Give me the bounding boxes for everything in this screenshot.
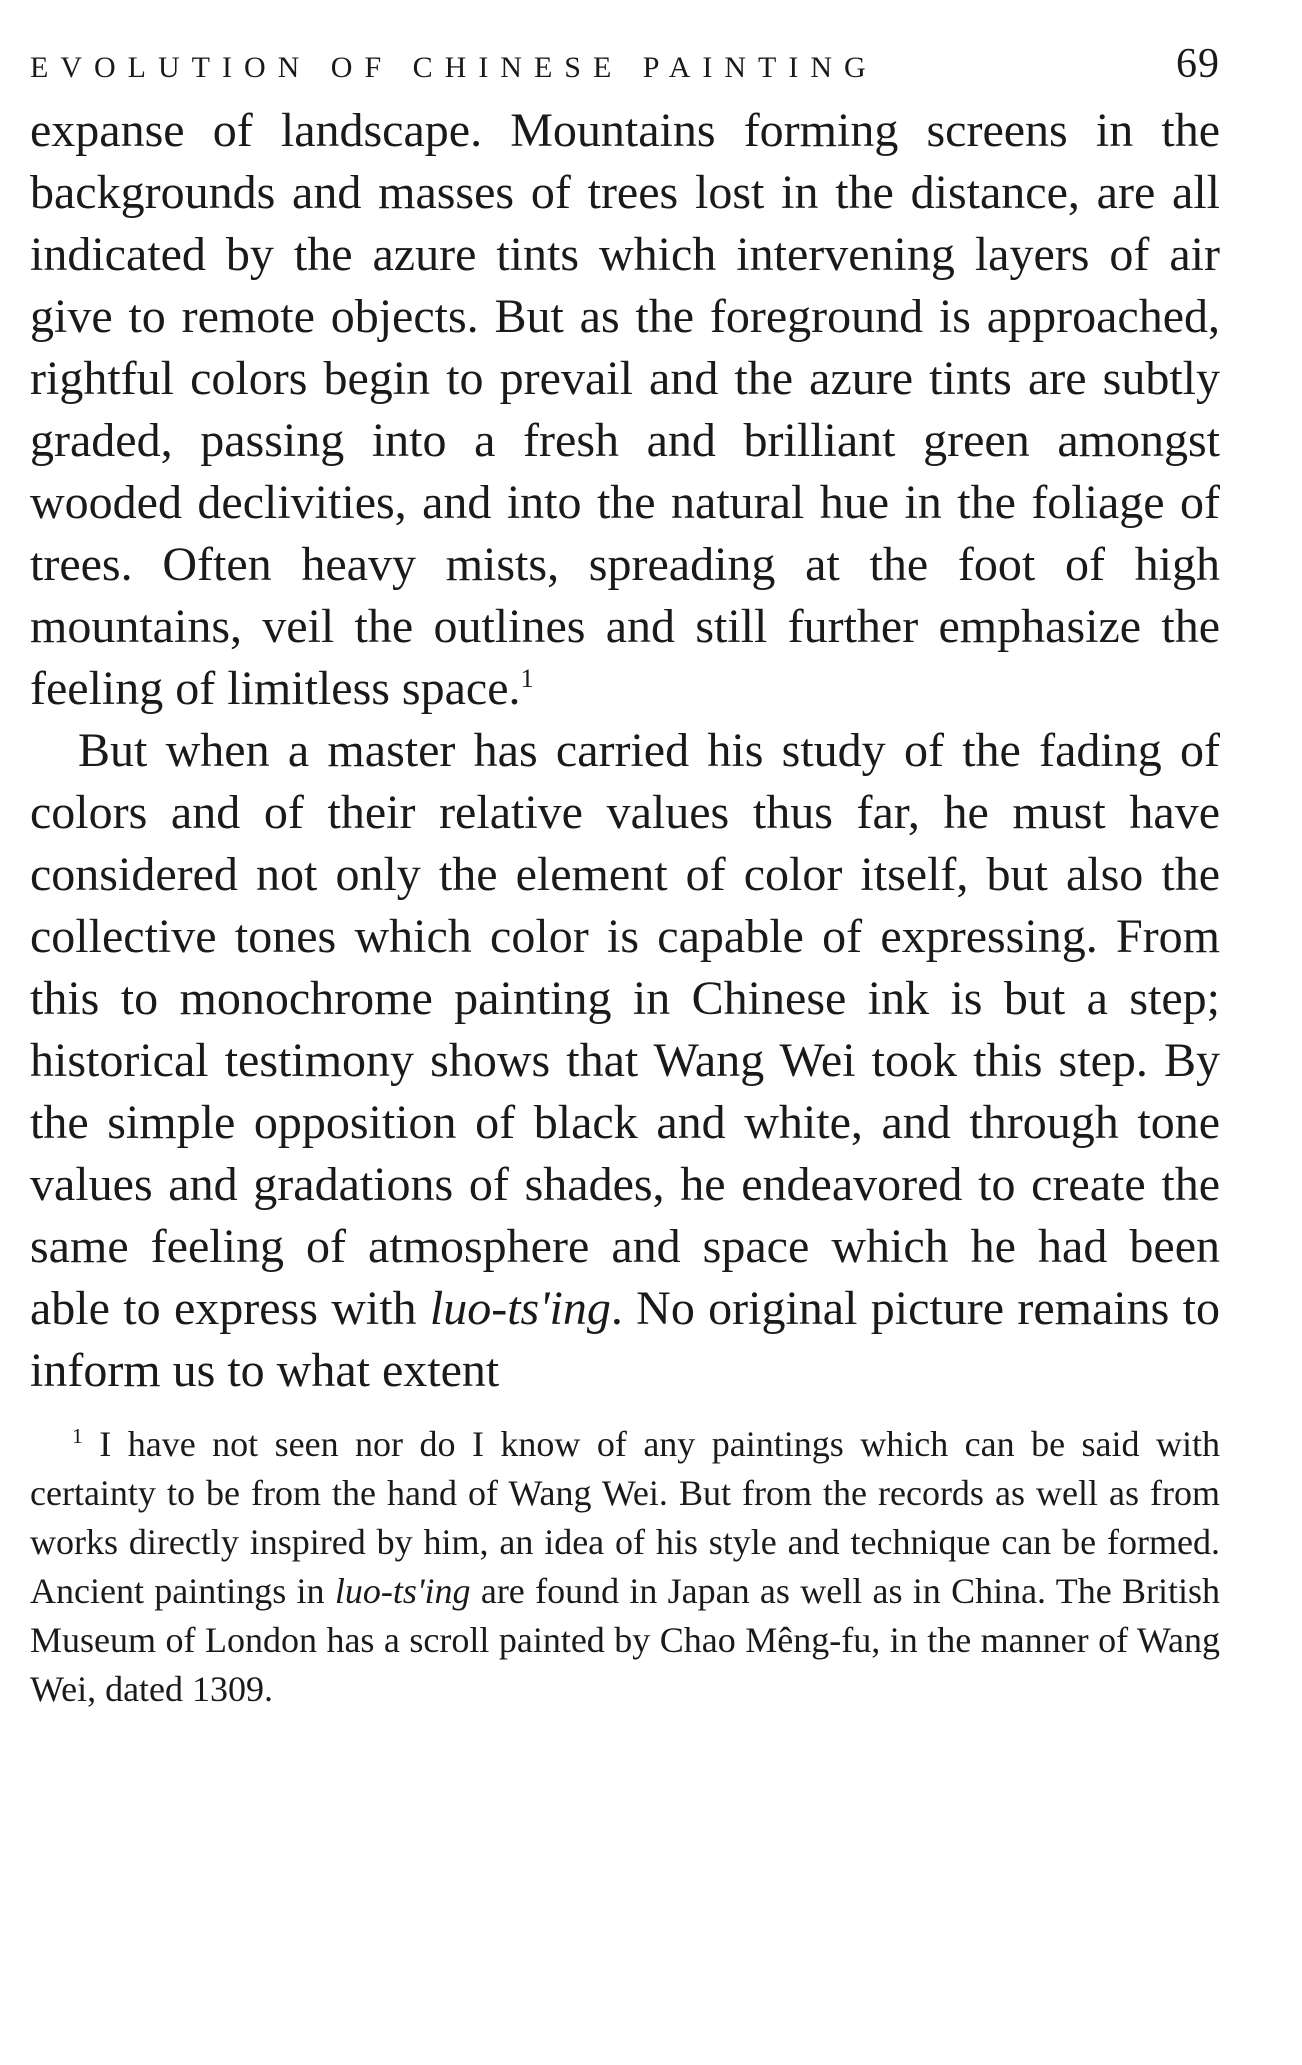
- italic-term: luo-ts'ing: [429, 1282, 611, 1335]
- footnote: [30, 1420, 1220, 1714]
- book-page: [30, 40, 1220, 1714]
- footnote-marker: 1: [72, 1424, 83, 1448]
- running-title: EVOLUTION OF CHINESE PAINTING: [30, 51, 878, 84]
- footnote-text: are found in Japan as well as in China. The British Museum of London has a scroll painted by Chao Mêng-fu, in the manner of Wang Wei, dated 1309.: [30, 1571, 1220, 1709]
- footnote-paragraph: [30, 1420, 1220, 1714]
- footnote-text: I have not seen nor do I know of any paintings which can be said with certainty to be from the hand of Wang Wei. But from the records as well as from works directly inspired by him, an idea of his style and technique can be formed. Ancient paintings in: [30, 1424, 1220, 1611]
- paragraph: [30, 720, 1220, 1402]
- paragraph-text: . No original picture remains to inform us to what extent: [30, 1282, 1220, 1397]
- body-text: [30, 100, 1220, 1402]
- italic-term: luo-ts'ing: [334, 1571, 471, 1611]
- page-number: 69: [1176, 41, 1220, 87]
- running-header: [30, 40, 1220, 100]
- footnote-reference: 1: [520, 663, 534, 693]
- paragraph-text: expanse of landscape. Mountains forming screens in the backgrounds and masses of trees lost in the distance, are all indicated by the azure tints which intervening layers of air give to remote objects. But as the foreground is approached, rightful colors begin to prevail and the azure tints are subtly graded, passing into a fresh and brilliant green amongst wooded declivities, and into the natural hue in the foliage of trees. Often heavy mists, spreading at the foot of high mountains, veil the outlines and still further emphasize the feeling of limitless space.: [30, 104, 1220, 715]
- paragraph: [30, 100, 1220, 720]
- paragraph-text: But when a master has carried his study of the fading of colors and of their relative values thus far, he must have considered not only the element of color itself, but also the collective tones which color is capable of expressing. From this to monochrome painting in Chinese ink is but a step; historical testimony shows that Wang Wei took this step. By the simple opposition of black and white, and through tone values and gradations of shades, he endeavored to create the same feeling of atmosphere and space which he had been able to express with: [30, 724, 1220, 1335]
